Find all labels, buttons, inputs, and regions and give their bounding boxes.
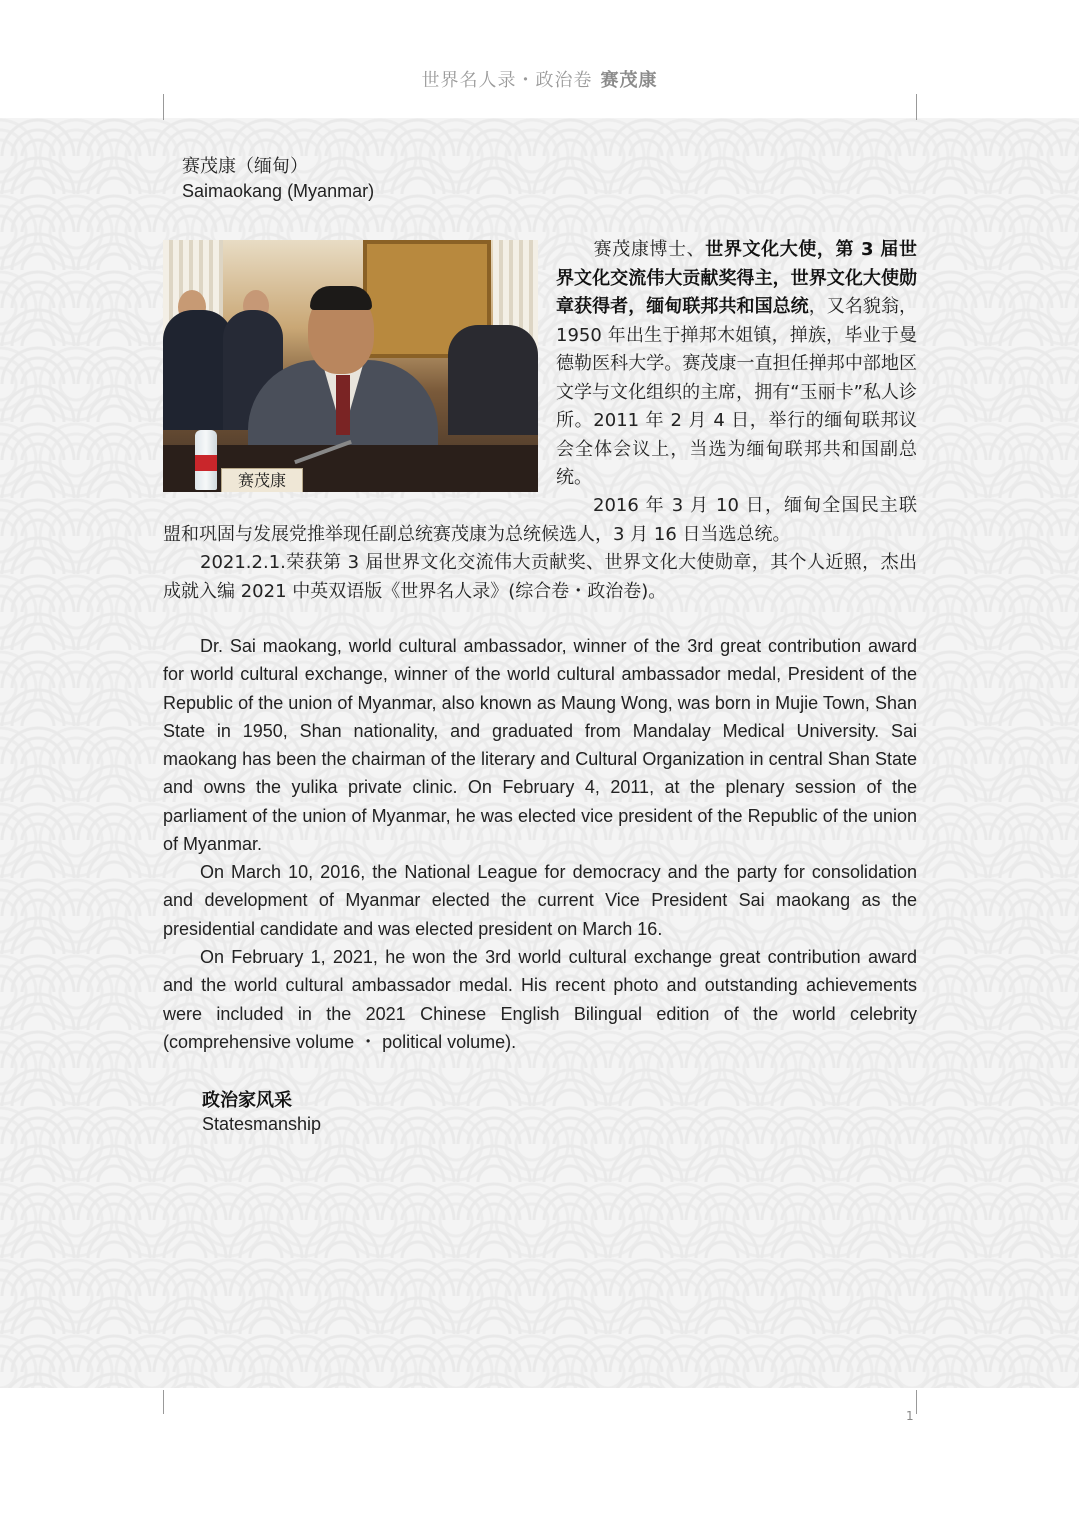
person-name-cn: 赛茂康（缅甸） bbox=[182, 156, 308, 177]
person-name-en: Saimaokang (Myanmar) bbox=[182, 181, 375, 201]
crop-mark-bottom-right bbox=[916, 1390, 917, 1414]
running-header bbox=[0, 66, 1079, 92]
bio-en-paragraph-3: On February 1, 2021, he won the 3rd world cultural exchange great contribution award and the world cultural ambassador medal. His recent photo and outstanding achievements were included in the 2021 Chinese English Bilingual edition of the world celebrity (comprehensive volume ・ political volume). bbox=[163, 947, 917, 1052]
bio-cn-intro-rest: ，又名貌翁，1950 年出生于掸邦木姐镇，掸族，毕业于曼德勒医科大学。赛茂康一直担任掸邦中部地区文学与文化组织的主席，拥有“玉丽卡”私人诊所。2011 年 2 月 4 日，举行的缅甸联邦议会全体会议上，当选为缅甸联邦共和国副总统。 bbox=[556, 296, 918, 488]
crop-mark-bottom-left bbox=[163, 1390, 164, 1414]
section-title-cn: 政治家风采 bbox=[202, 1090, 292, 1111]
header-series: 世界名人录・政治卷 bbox=[421, 70, 593, 91]
bio-cn-intro-plain: 赛茂康博士、 bbox=[593, 239, 706, 260]
crop-mark-top-left bbox=[163, 94, 164, 120]
bio-cn-paragraph-1 bbox=[556, 236, 917, 493]
header-person-name: 赛茂康 bbox=[600, 70, 658, 91]
page-number: 1 bbox=[906, 1409, 914, 1423]
photo-nameplate: 赛茂康 bbox=[221, 468, 303, 492]
bio-en-paragraph-1: Dr. Sai maokang, world cultural ambassador, winner of the 3rd great contribution award for world cultural exchange, winner of the world cultural ambassador medal, President of the Republic of the union of Myanmar, also known as Maung Wong, was born in Mujie Town, Shan State in 1950, Shan nationality, and graduated from Mandalay Medical University. Sai maokang has been the chairman of the literary and Cultural Organization in central Shan State and owns the yulika private clinic. On February 4, 2011, at the plenary session of the parliament of the union of Myanmar, he was elected vice president of the Republic of the union of Myanmar. bbox=[163, 636, 917, 855]
bio-en-paragraph-2: On March 10, 2016, the National League for democracy and the party for consolidation and development of Myanmar elected the current Vice President Sai maokang as the presidential candidate and was elected president on March 16. bbox=[163, 862, 917, 939]
bio-cn-paragraph-2: 2016 年 3 月 10 日，缅甸全国民主联盟和巩固与发展党推举现任副总统赛茂康为总统候选人，3 月 16 日当选总统。 bbox=[163, 495, 917, 545]
bio-cn-paragraph-3: 2021.2.1.荣获第 3 届世界文化交流伟大贡献奖、世界文化大使勋章，其个人近照，杰出成就入编 2021 中英双语版《世界名人录》(综合卷・政治卷)。 bbox=[163, 552, 917, 602]
crop-mark-top-right bbox=[916, 94, 917, 120]
bio-cn-intro-bold: 世界文化大使，第 3 届世界文化交流伟大贡献奖得主，世界文化大使勋章获得者，缅甸联邦共和国总统 bbox=[556, 239, 918, 317]
portrait-photo bbox=[163, 240, 538, 492]
section-title-en: Statesmanship bbox=[202, 1114, 322, 1134]
